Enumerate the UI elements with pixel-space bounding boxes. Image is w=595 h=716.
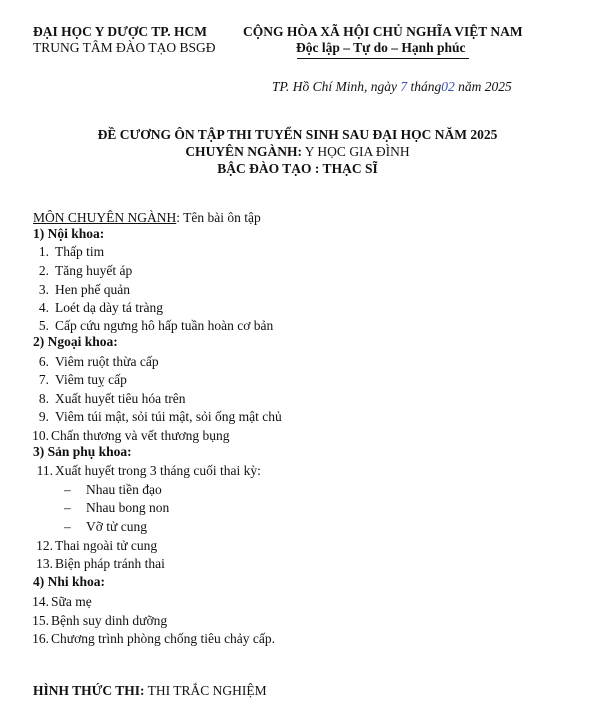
subject-line	[33, 210, 261, 226]
section-heading: 2) Ngoại khoa:	[33, 334, 118, 349]
date-suffix: năm 2025	[458, 79, 512, 94]
list-item: 7. Viêm tuỵ cấp	[38, 372, 127, 387]
major-value: Y HỌC GIA ĐÌNH	[301, 144, 410, 159]
list-item: 6. Viêm ruột thừa cấp	[38, 354, 159, 369]
list-item: 1. Thấp tim	[38, 244, 105, 259]
university-name: ĐẠI HỌC Y DƯỢC TP. HCM	[33, 24, 208, 39]
exam-form-line	[33, 683, 267, 699]
date-prefix: TP. Hồ Chí Minh, ngày	[272, 79, 398, 94]
subject-value: : Tên bài ôn tập	[176, 210, 261, 225]
doc-title: ĐỀ CƯƠNG ÔN TẬP THI TUYỂN SINH SAU ĐẠI HỌC NĂM 2025	[97, 127, 498, 142]
subject-label: MÔN CHUYÊN NGÀNH	[33, 210, 177, 225]
list-item: 14. Sữa mẹ	[32, 594, 92, 609]
date-day: 7	[400, 79, 408, 94]
exam-form-label: HÌNH THỨC THI:	[33, 683, 145, 698]
list-item: 10. Chấn thương và vết thương bụng	[32, 428, 230, 443]
list-item: – Vỡ tử cung	[64, 519, 147, 534]
list-item: 16. Chương trình phòng chống tiêu chảy cấp.	[32, 631, 276, 646]
list-item: 11. Xuất huyết trong 3 tháng cuối thai kỳ:	[36, 463, 261, 478]
date-line	[272, 79, 512, 95]
center-name: TRUNG TÂM ĐÀO TẠO BSGĐ	[33, 40, 216, 55]
date-month: 02	[441, 79, 455, 94]
motto: Độc lập – Tự do – Hạnh phúc	[296, 40, 466, 55]
list-item: 9. Viêm túi mật, sỏi túi mật, sỏi ống mật chủ	[38, 409, 282, 424]
list-item: 15. Bệnh suy dinh dưỡng	[32, 613, 168, 628]
section-heading: 4) Nhi khoa:	[33, 574, 106, 589]
section-heading: 1) Nội khoa:	[33, 226, 105, 241]
major-label: CHUYÊN NGÀNH:	[185, 144, 302, 159]
motto-underline	[297, 58, 469, 59]
list-item: 3. Hen phế quản	[38, 282, 130, 297]
list-item: 8. Xuất huyết tiêu hóa trên	[38, 391, 186, 406]
country-name: CỘNG HÒA XÃ HỘI CHỦ NGHĨA VIỆT NAM	[243, 24, 523, 39]
list-item: 4. Loét dạ dày tá tràng	[38, 300, 163, 315]
list-item: – Nhau bong non	[64, 500, 170, 515]
section-heading: 3) Sản phụ khoa:	[33, 444, 132, 459]
list-item: 5. Cấp cứu ngưng hô hấp tuần hoàn cơ bản	[38, 318, 274, 333]
date-month-word: tháng	[410, 79, 442, 94]
major-line	[0, 144, 595, 160]
exam-form-value: THI TRẮC NGHIỆM	[144, 683, 267, 698]
list-item: 13. Biện pháp tránh thai	[36, 556, 165, 571]
list-item: – Nhau tiền đạo	[64, 482, 162, 497]
level-line: BẬC ĐÀO TẠO : THẠC SĨ	[217, 161, 378, 176]
list-item: 2. Tăng huyết áp	[38, 263, 133, 278]
list-item: 12. Thai ngoài tử cung	[36, 538, 158, 553]
